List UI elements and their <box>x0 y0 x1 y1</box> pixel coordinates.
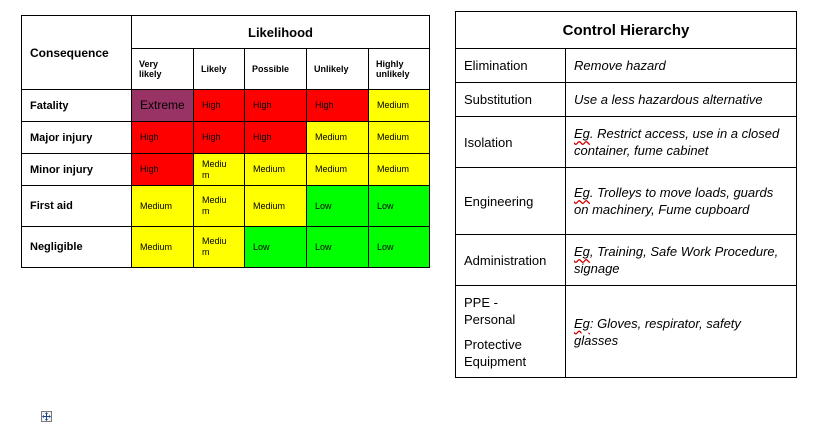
risk-row <box>22 186 430 227</box>
likelihood-label: unlikely <box>376 69 410 79</box>
eg-prefix: Eg <box>574 185 590 200</box>
risk-rating-label: Medium <box>315 132 348 142</box>
risk-rating-label: Medium <box>315 164 348 174</box>
control-description <box>566 286 797 378</box>
risk-rating-cell <box>369 186 430 227</box>
control-description-text: , Training, Safe Work Procedure, signage <box>574 244 779 276</box>
risk-rating-cell <box>245 90 307 122</box>
risk-rating-label: Medium <box>253 200 286 211</box>
risk-rating-label: High <box>140 132 159 142</box>
eg-prefix: Eg <box>574 315 590 331</box>
control-name-ppe <box>456 286 566 378</box>
risk-rating-cell <box>194 122 245 154</box>
control-name: Isolation <box>456 117 566 168</box>
risk-rating-cell <box>369 227 430 268</box>
likelihood-likely <box>194 49 245 90</box>
risk-rating-cell <box>369 154 430 186</box>
control-hierarchy-title: Control Hierarchy <box>456 12 797 49</box>
control-description-text: : Gloves, respirator, safety glasses <box>574 315 741 348</box>
risk-rating-label: Mediu m <box>202 195 227 216</box>
risk-rating-cell <box>194 90 245 122</box>
likelihood-label: Very <box>139 59 159 69</box>
risk-rating-label: Medium <box>140 241 173 252</box>
control-description: Use a less hazardous alternative <box>566 83 797 117</box>
risk-rating-cell <box>194 227 245 268</box>
control-description <box>566 117 797 168</box>
control-name: Engineering <box>456 168 566 235</box>
risk-rating-cell <box>307 122 369 154</box>
risk-rating-cell <box>132 186 194 227</box>
control-description-text: . Restrict access, use in a closed container, fume cabinet <box>574 126 780 158</box>
risk-rating-label: Extreme <box>140 98 185 112</box>
risk-rating-label: Medium <box>253 164 286 174</box>
consequence-header: Consequence <box>22 16 132 90</box>
risk-rating-label: Mediu m <box>202 158 227 180</box>
consequence-label: Minor injury <box>22 154 132 186</box>
risk-rating-label: Medium <box>140 200 173 211</box>
control-name-line: PPE - <box>464 294 498 310</box>
likelihood-label: likely <box>139 69 162 79</box>
control-name: Elimination <box>456 49 566 83</box>
risk-rating-cell <box>194 186 245 227</box>
consequence-label: Fatality <box>22 90 132 122</box>
risk-rating-label: Low <box>253 241 270 252</box>
risk-rating-label: Medium <box>377 164 410 174</box>
likelihood-label: Possible <box>252 64 290 74</box>
control-hierarchy-table <box>455 11 797 378</box>
control-name-line: Protective <box>464 336 522 352</box>
control-row <box>456 286 797 378</box>
control-row <box>456 83 797 117</box>
risk-rating-label: Low <box>315 200 332 211</box>
risk-rating-cell <box>307 227 369 268</box>
control-row <box>456 117 797 168</box>
likelihood-possible <box>245 49 307 90</box>
risk-rating-cell <box>194 154 245 186</box>
eg-prefix: Eg <box>574 244 590 259</box>
control-row <box>456 49 797 83</box>
risk-row <box>22 154 430 186</box>
risk-rating-label: Mediu m <box>202 236 227 257</box>
risk-row <box>22 90 430 122</box>
risk-rating-cell <box>307 90 369 122</box>
risk-rating-cell <box>369 122 430 154</box>
risk-rating-cell <box>245 227 307 268</box>
control-name-line: Personal <box>464 311 516 327</box>
control-name-line: Equipment <box>464 353 527 369</box>
risk-rating-cell <box>307 186 369 227</box>
likelihood-label: Unlikely <box>314 64 349 74</box>
risk-rating-cell <box>245 122 307 154</box>
risk-rating-label: Medium <box>377 100 410 110</box>
control-description <box>566 235 797 286</box>
likelihood-label: Highly <box>376 59 404 69</box>
control-row <box>456 168 797 235</box>
risk-rating-cell <box>132 227 194 268</box>
control-description: Remove hazard <box>566 49 797 83</box>
likelihood-header: Likelihood <box>132 16 430 49</box>
control-name: Substitution <box>456 83 566 117</box>
risk-rating-label: High <box>140 164 159 174</box>
risk-rating-cell <box>132 154 194 186</box>
risk-rating-cell <box>245 154 307 186</box>
risk-rating-label: High <box>202 100 221 110</box>
control-description <box>566 168 797 235</box>
likelihood-highly-unlikely <box>369 49 430 90</box>
risk-rating-label: High <box>253 132 272 142</box>
risk-rating-label: High <box>202 132 221 142</box>
risk-row <box>22 227 430 268</box>
risk-rating-label: High <box>315 100 334 110</box>
risk-rating-cell <box>132 122 194 154</box>
likelihood-very-likely <box>132 49 194 90</box>
risk-row <box>22 122 430 154</box>
risk-rating-cell <box>369 90 430 122</box>
control-description-text: . Trolleys to move loads, guards on machinery, Fume cupboard <box>574 185 774 217</box>
control-name: Administration <box>456 235 566 286</box>
risk-rating-label: Low <box>315 241 332 252</box>
likelihood-unlikely <box>307 49 369 90</box>
consequence-label: Major injury <box>22 122 132 154</box>
control-row <box>456 235 797 286</box>
risk-rating-label: High <box>253 100 272 110</box>
risk-matrix-table <box>21 15 430 268</box>
eg-prefix: Eg <box>574 126 590 141</box>
risk-rating-cell <box>132 90 194 122</box>
risk-rating-label: Low <box>377 200 394 211</box>
consequence-label: First aid <box>22 186 132 227</box>
likelihood-label: Likely <box>201 64 227 74</box>
risk-rating-label: Low <box>377 241 394 252</box>
four-arrows-move-icon[interactable] <box>41 411 52 422</box>
risk-rating-cell <box>245 186 307 227</box>
consequence-label: Negligible <box>22 227 132 268</box>
risk-rating-cell <box>307 154 369 186</box>
risk-rating-label: Medium <box>377 132 410 142</box>
